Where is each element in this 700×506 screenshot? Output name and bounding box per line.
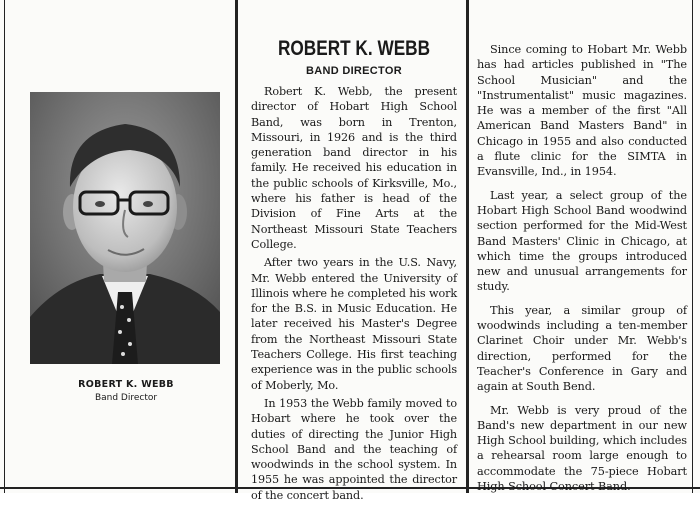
left-border: [4, 0, 5, 493]
article-subheadline: BAND DIRECTOR: [306, 65, 402, 77]
photo-column: [6, 0, 234, 493]
paragraph: After two years in the U.S. Navy, Mr. Webb entered the University of Illinois where he completed his work for the B.S. in Music Education. He later received his Master's Degree from the Northeast Missouri State Teachers College. His first teaching experience was in the public schools of Moberly, Mo.: [251, 256, 458, 392]
article-body-2: [251, 84, 457, 506]
paragraph: Since coming to Hobart Mr. Webb has had articles published in "The School Musician" and the "Instrumentalist" music magazines. He was a member of the first "All American Band Masters Band" in Chicago in 1955 and also conducted a flute clinic for the SIMTA in Evansville, Ind., in 1954.: [477, 43, 687, 179]
paragraph: In 1953 the Webb family moved to Hobart where he took over the duties of directing the Junior High School Band and the teaching of woodwinds in the school system. In 1955 he was appointed the director of the concert band.: [251, 396, 457, 502]
paragraph: Mr. Webb is very proud of the Band's new department in our new High School building, which includes a rehearsal room large enough to accommodate the 75-piece Hobart High School Concert Band.: [477, 403, 687, 494]
paragraph: Robert K. Webb, the present director of Hobart High School Band, was born in Trenton, Missouri, in 1926 and is the third generation band director in his family. He received his education in the public schools of Kirksville, Mo., where his father is head of the Division of Fine Arts at the Northeast Missouri State Teachers College.: [251, 85, 457, 251]
column-divider-1: [235, 0, 238, 493]
column-divider-2: [466, 0, 469, 493]
portrait-photo: [30, 92, 220, 364]
article-headline: ROBERT K. WEBB: [277, 37, 431, 60]
paragraph: Last year, a select group of the Hobart High School Band woodwind section performed for the Mid-West Band Masters' Clinic in Chicago, at which time the groups introduced new and unusual arrangements for study.: [477, 188, 687, 294]
article-column-2: [247, 0, 461, 502]
photo-caption-title: Band Director: [94, 393, 158, 403]
photo-caption-name: ROBERT K. WEBB: [78, 379, 174, 390]
paragraph: This year, a similar group of woodwinds including a ten-member Clarinet Choir under Mr. Webb's direction, performed for the Teacher's Conference in Gary and again at South Bend.: [477, 303, 687, 394]
right-border: [692, 0, 693, 493]
article-column-3: [477, 42, 687, 502]
